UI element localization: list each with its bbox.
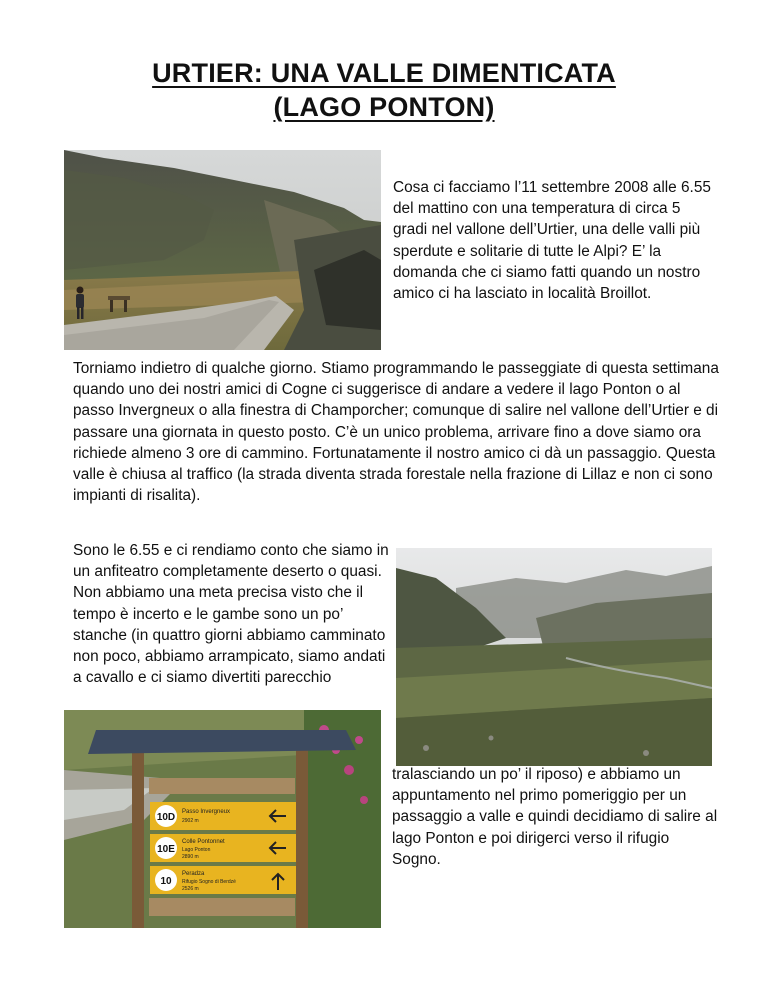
trail-sign-10e — [150, 834, 296, 862]
sign-destination: Passo Invergneux — [182, 809, 231, 815]
photo-valley-road — [64, 150, 381, 350]
sign-destination: Peradza — [182, 871, 205, 877]
photo-trail-signpost — [64, 710, 381, 928]
sign-destination: Colle Pontonnet — [182, 839, 225, 845]
paragraph-backstory: Torniamo indietro di qualche giorno. Stiamo programmando le passeggiate di questa settimana quando uno dei nostri amici di Cogne ci suggerisce di andare a vedere il lago Ponton o al passo Invergneux o alla finestra di Champorcher; comunque di salire nel vallone dell’Urtier e di passare una giornata in questo posto. C’è un unico problema, arrivare fino a dove siamo ora richiede almeno 3 ore di cammino. Fortunatamente il nostro amico ci dà un passaggio. Questa valle è chiusa al traffico (la strada diventa strada forestale nella frazione di Lillaz e non ci sono impianti di risalita). — [73, 360, 719, 505]
sign-altitude: 2902 m — [182, 818, 199, 824]
sign-altitude: 2526 m — [182, 886, 199, 892]
paragraph-intro: Cosa ci facciamo l’11 settembre 2008 alle 6.55 del mattino con una temperatura di circa 5 gradi nel vallone dell’Urtier, una delle valli più sperdute e solitarie di tutte le Alpi? E’ la domanda che ci siamo fatti quando un nostro amico ci ha lasciato in località Broillot. — [393, 179, 711, 303]
photo-valley-amphitheatre — [396, 548, 712, 766]
sign-altitude: 2890 m — [182, 854, 199, 860]
sign-number: 10D — [156, 812, 176, 823]
paragraph-continuation: tralasciando un po’ il riposo) e abbiamo un appuntamento nel primo pomeriggio per un passaggio a valle e quindi decidiamo di salire al lago Ponton e poi dirigerci verso il rifugio Sogno. — [392, 766, 718, 868]
page-title: URTIER: UNA VALLE DIMENTICATA — [152, 58, 616, 88]
sign-destination-2: Rifugio Sogno di Berdzé — [182, 879, 236, 885]
page-subtitle: (LAGO PONTON) — [273, 92, 495, 122]
trail-sign-10 — [150, 866, 296, 894]
sign-destination-2: Lago Ponton — [182, 847, 211, 853]
trail-sign-10d — [150, 802, 296, 830]
paragraph-arrival: Sono le 6.55 e ci rendiamo conto che siamo in un anfiteatro completamente deserto o quasi. Non abbiamo una meta precisa visto che il tempo è incerto e le gambe sono un po’ stanche (in quattro giorni abbiamo camminato non poco, abbiamo arrampicato, siamo andati a cavallo e ci siamo divertiti parecchio — [73, 542, 389, 687]
sign-number: 10E — [157, 844, 175, 855]
sign-number: 10 — [160, 876, 172, 887]
